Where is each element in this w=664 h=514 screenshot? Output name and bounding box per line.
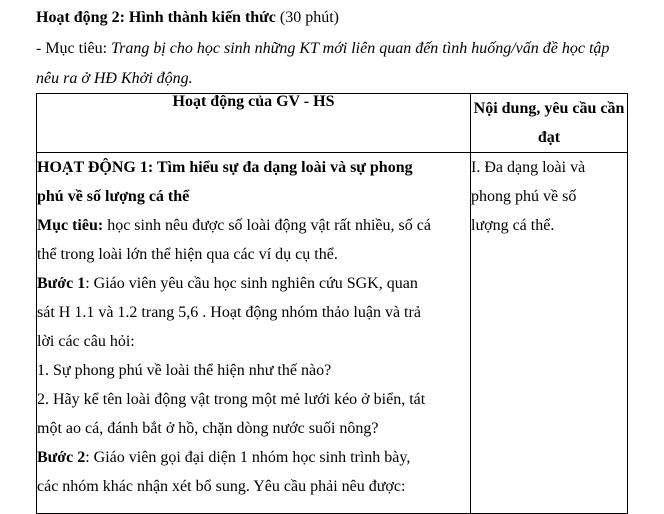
step1-label: Bước 1 — [37, 275, 86, 292]
heading-title: Hoạt động 2: Hình thành kiến thức — [36, 9, 276, 26]
header-content-requirements: Nội dung, yêu cầu cần đạt — [471, 94, 628, 153]
activity-title-line-1: HOẠT ĐỘNG 1: Tìm hiểu sự đa dạng loài và sự phong — [37, 159, 413, 176]
step2-line-2: các nhóm khác nhận xét bổ sung. Yêu cầu phải nêu được: — [37, 478, 406, 495]
content-line-1: I. Đa dạng loài và — [471, 159, 586, 176]
content-line-2: phong phú về số — [471, 188, 577, 205]
step2-label: Bước 2 — [37, 449, 86, 466]
objective-paragraph — [36, 34, 636, 94]
table-header-row — [37, 94, 628, 153]
step1-line-2: sát H 1.1 và 1.2 trang 5,6 . Hoạt động nhóm thảo luận và trả — [37, 304, 421, 321]
step1-line-3: lời các câu hỏi: — [37, 333, 135, 350]
table-row — [37, 153, 628, 514]
goal-line-2: thể trong loài lớn thể hiện qua các ví dụ cụ thể. — [37, 246, 338, 263]
question-2-line-1: 2. Hãy kể tên loài động vật trong một mẻ lưới kéo ở biển, tát — [37, 391, 426, 408]
section-heading — [36, 3, 339, 33]
step1-line-1 — [37, 269, 470, 298]
content-line-3: lượng cá thể. — [471, 217, 555, 234]
step2-line-1 — [37, 443, 470, 472]
step1-text-1: : Giáo viên yêu cầu học sinh nghiên cứu SGK, quan — [85, 275, 418, 292]
question-1: 1. Sự phong phú về loài thể hiện như thế nào? — [37, 362, 332, 379]
activity-title-line-2: phú về số lượng cá thể — [37, 188, 190, 205]
question-2-line-2: một ao cá, đánh bắt ở hồ, chặn dòng nước suối nông? — [37, 420, 379, 437]
step2-text-1: : Giáo viên gọi đại diện 1 nhóm học sinh trình bày, — [85, 449, 411, 466]
activity-cell — [37, 153, 471, 514]
objective-text: Trang bị cho học sinh những KT mới liên quan đến tình huống/vấn đề học tập nêu ra ở HĐ Khởi động. — [36, 40, 610, 87]
header-teacher-student-activity: Hoạt động của GV - HS — [37, 94, 471, 153]
goal-label: Mục tiêu: — [37, 217, 104, 234]
content-cell — [471, 153, 628, 514]
objective-label: - Mục tiêu: — [36, 40, 112, 57]
goal-text-1: học sinh nêu được số loài động vật rất nhiều, số cá — [103, 217, 431, 234]
heading-duration: (30 phút) — [275, 9, 339, 26]
lesson-table — [36, 93, 628, 514]
goal-line-1 — [37, 211, 470, 240]
